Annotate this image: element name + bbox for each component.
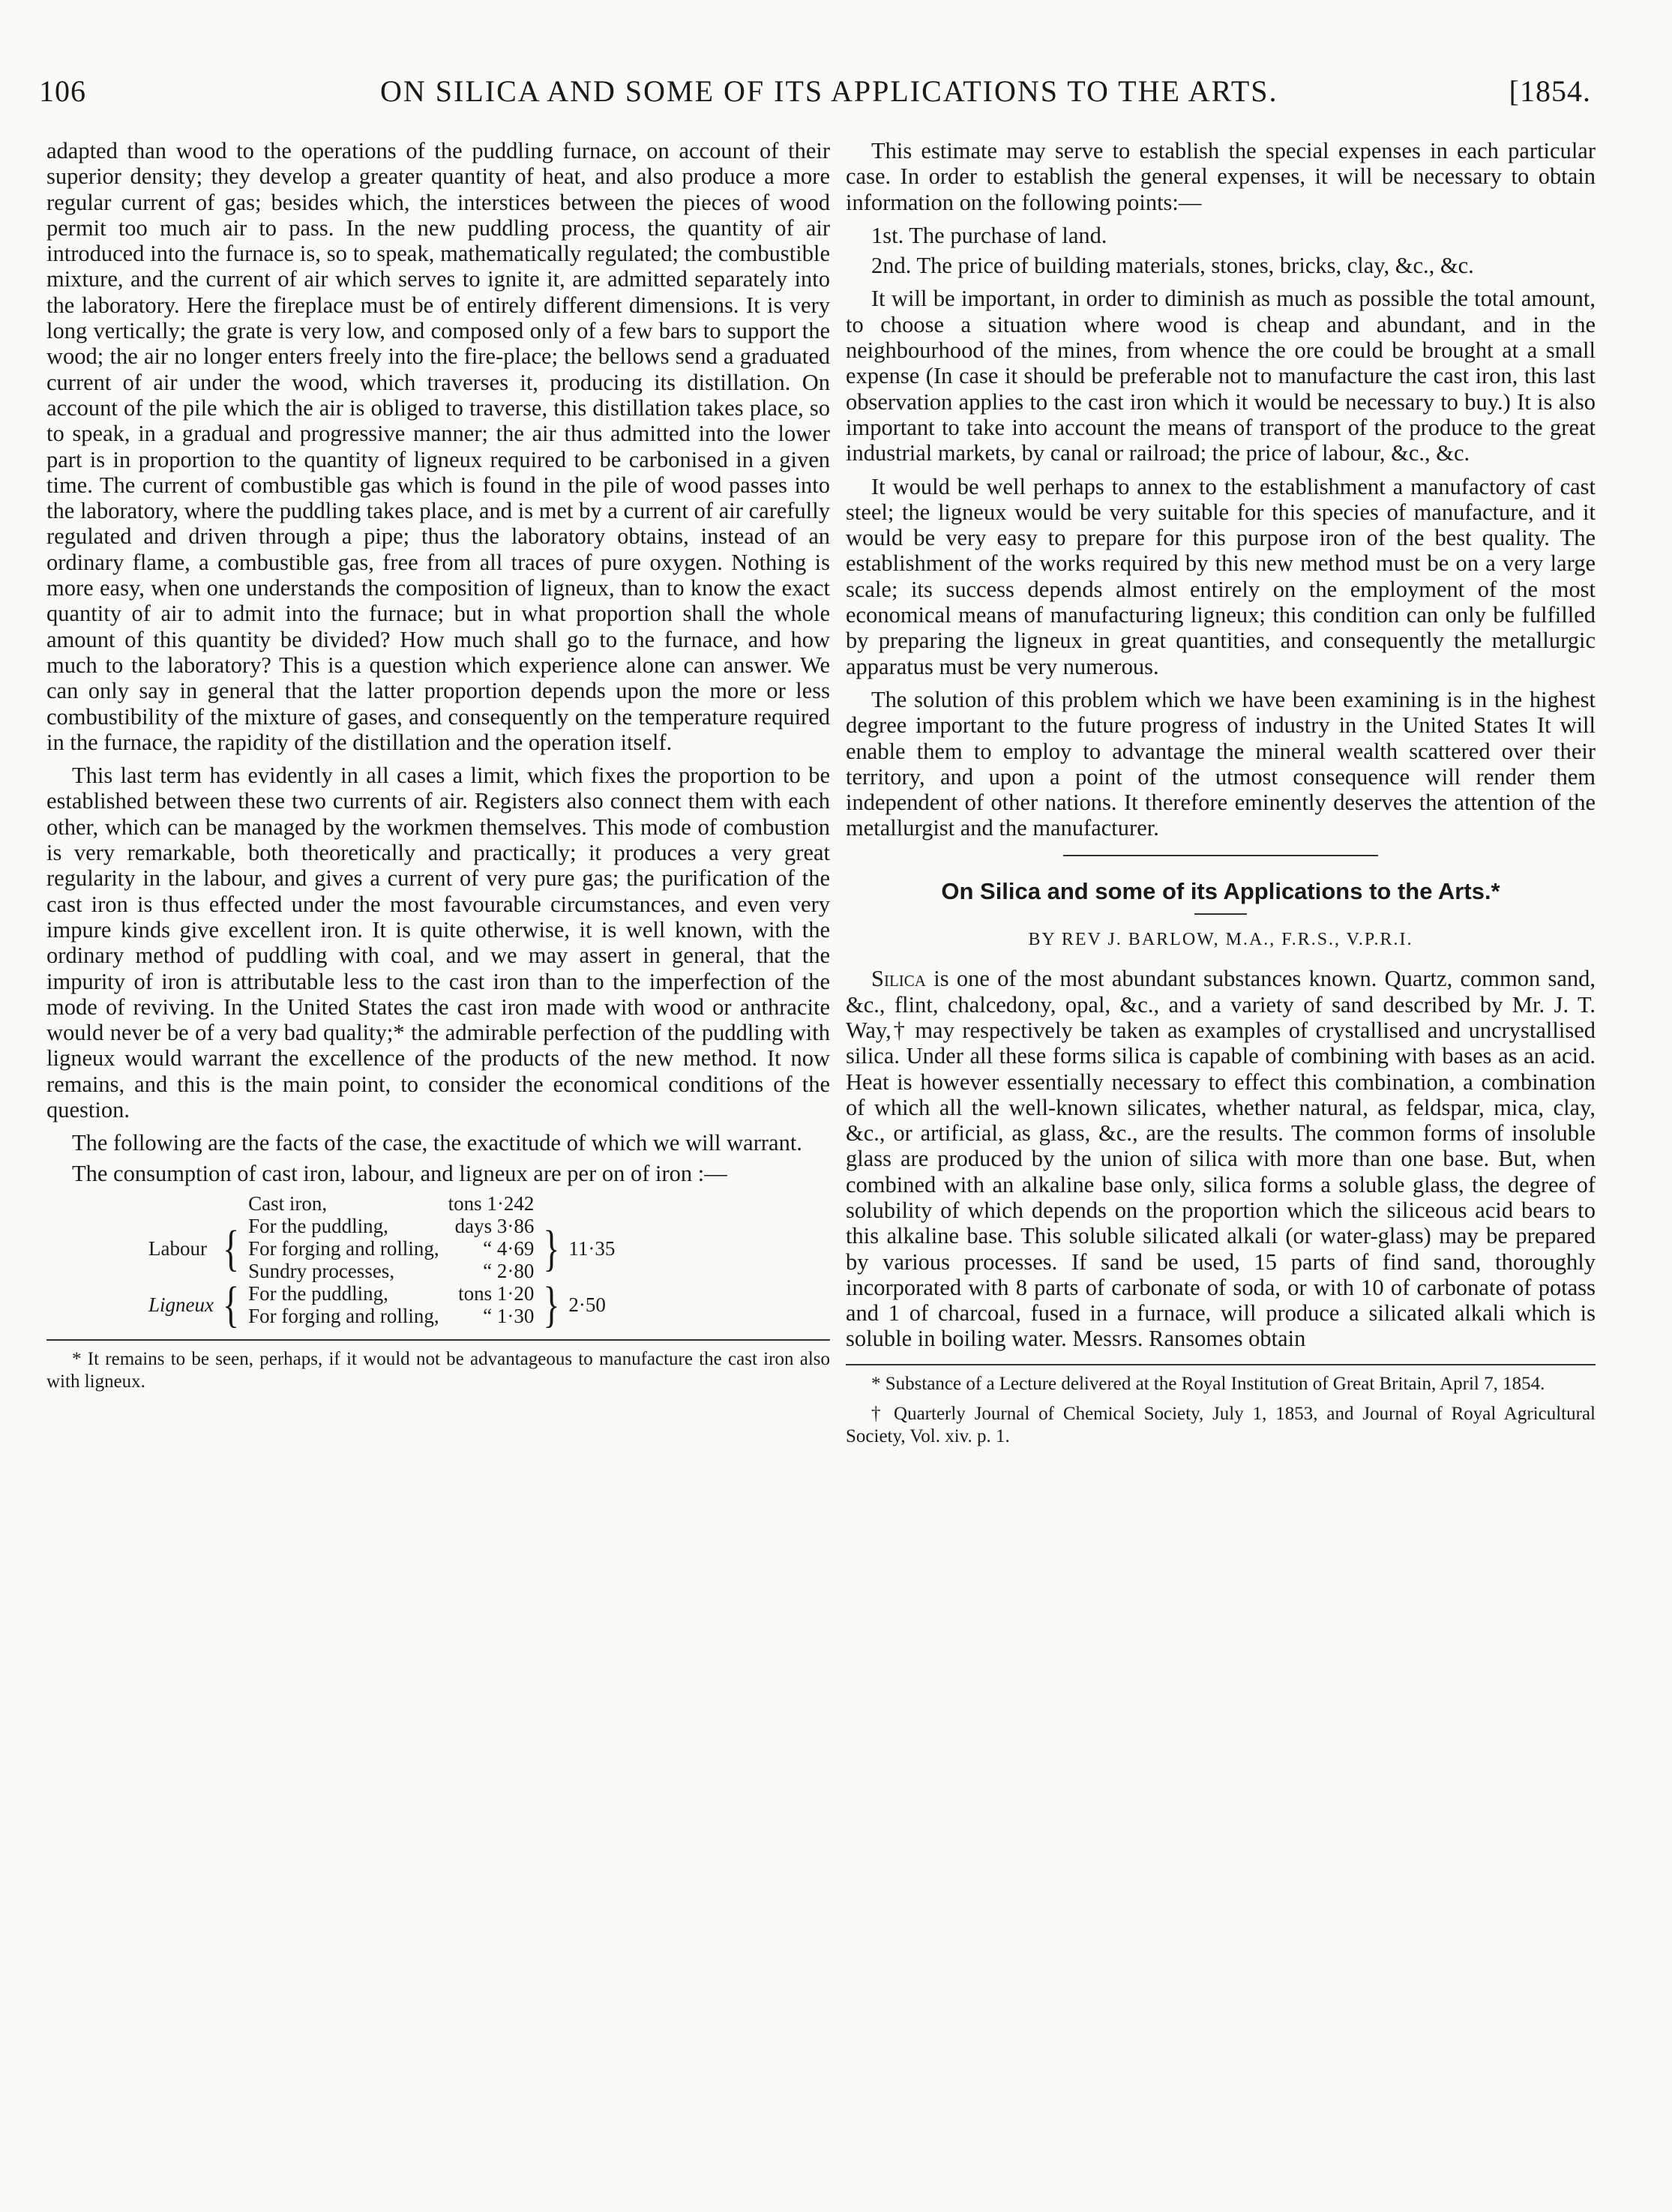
table-row-item: For the puddling, — [248, 1214, 388, 1237]
ligneux-total: 2·50 — [568, 1293, 606, 1316]
labour-label: Labour — [148, 1236, 207, 1260]
table-row-item: For forging and rolling, — [248, 1236, 439, 1260]
paragraph: The consumption of cast iron, labour, and ligneux are per on of iron :— — [72, 1160, 727, 1186]
left-column — [46, 138, 830, 1401]
paragraph: This last term has evidently in all cases a limit, which fixes the proportion to be established between these two currents of air. Registers also connect them with each other, which can be managed by the workmen themselves. This mode of combustion is very remarkable, both theoretically and practically; it produces a very great regularity in the labour, and gives a current of very pure gas; the purification of the cast iron is thus effected under the most favourable circumstances, and even very impure kinds give excellent iron. It is quite otherwise, it is well known, with the ordinary method of puddling with coal, and we may assert in general, that the impurity of iron is attributable less to the cast iron than to the imperfection of the mode of reviving. In the United States the cast iron made with wood or anthracite would never be of a very bad quality;* the admirable perfection of the puddling with ligneux would warrant the excellence of the products of the new method. It now remains, and this is the main point, to consider the economical conditions of the question. — [46, 763, 830, 1122]
cast-iron-label: Cast iron, — [248, 1191, 328, 1215]
left-brace: { — [223, 1220, 240, 1276]
table-row-item: For forging and rolling, — [248, 1304, 439, 1327]
footnote: * Substance of a Lecture delivered at the Royal Institution of Great Britain, April 7, 1854. — [871, 1373, 1545, 1394]
table-row-value: tons 1·20 — [458, 1281, 535, 1305]
ligneux-label: Ligneux — [148, 1293, 214, 1316]
paragraph-text: is one of the most abundant substances known. Quartz, common sand, &c., flint, chalcedony, opal, &c., and a variety of sand described by Mr. J. T. Way,† may respectively be taken as examples of crystallised and uncrystallised silica. Under all these forms silica is capable of combining with bases as an acid. Heat is however essentially necessary to effect this combination, a combination of which all the well-known silicates, whether natural, as feldspar, mica, clay, &c., or artificial, as glass, &c., are the results. The common forms of insoluble glass are produced by the union of silica with more than one base. But, when combined with an alkaline base only, silica forms a soluble glass, the degree of solubility of which depends on the proportion which the siliceous acid bears to this alkaline base. This soluble silicated alkali (or water-glass) may be prepared by various processes. If sand be used, 15 parts of find sand, thoroughly incorporated with 8 parts of carbonate of soda, or with 10 of carbonate of potass and 1 of charcoal, fused in a furnace, will produce a silicated alkali which is soluble in boiling water. Messrs. Ransomes obtain — [846, 966, 1596, 1352]
footnote: * It remains to be seen, perhaps, if it would not be advantageous to manufacture the cast iron also with ligneux. — [46, 1348, 830, 1392]
header-year: [1854. — [1509, 74, 1591, 108]
right-brace: } — [543, 1220, 560, 1276]
page-number: 106 — [39, 74, 86, 108]
paragraph: This estimate may serve to establish the special expenses in each particular case. In order to establish the general expenses, it will be necessary to obtain information on the following points:— — [846, 138, 1596, 215]
footnote-rule — [846, 1364, 1596, 1365]
table-row-value: “ 1·30 — [483, 1304, 535, 1327]
table-row-value: days 3·86 — [454, 1214, 535, 1237]
right-brace: } — [543, 1276, 560, 1332]
title-rule — [1194, 913, 1247, 915]
byline: BY REV J. BARLOW, M.A., F.R.S., V.P.R.I. — [1028, 930, 1413, 950]
right-column — [846, 138, 1596, 1455]
table-row-item: Sundry processes, — [248, 1259, 395, 1282]
running-header — [39, 73, 1591, 118]
paragraph — [846, 966, 1596, 1351]
left-brace: { — [223, 1276, 240, 1332]
paragraph: It would be well perhaps to annex to the establishment a manufactory of cast steel; the ligneux would be very suitable for this species of manufacture, and it would be very easy to prepare for this purpose iron of the best quality. The establishment of the works required by this new method must be on a very large scale; its success depends almost entirely on the employment of the most economical means of manufacturing ligneux; this condition can only be fulfilled by preparing the ligneux in great quantities, and consequently the metallurgic apparatus must be very numerous. — [846, 473, 1596, 679]
consumption-table — [144, 1191, 619, 1332]
labour-total: 11·35 — [568, 1236, 616, 1260]
drop-lead-word: Silica — [871, 966, 926, 992]
footnote-rule — [46, 1339, 830, 1341]
paragraph: adapted than wood to the operations of the puddling furnace, on account of their superior density; they develop a greater quantity of heat, and also produce a more regular current of gas; besides which, the interstices between the pieces of wood permit too much air to pass. In the new puddling process, the quantity of air introduced into the furnace is, so to speak, mathematically regulated; the combustible mixture, and the current of air which serves to ignite it, are admitted separately into the laboratory. Here the fireplace must be of entirely different dimensions. It is very long vertically; the grate is very low, and composed only of a few bars to support the wood; the air no longer enters freely into the fire-place; the bellows send a graduated current of air under the wood, which traverses it, producing its distillation. On account of the pile which the air is obliged to traverse, this distillation takes place, so to speak, in a gradual and progressive manner; the air thus admitted into the lower part is in proportion to the quantity of ligneux required to be carbonised in a given time. The current of combustible gas which is found in the pile of wood passes into the laboratory, where the puddling takes place, and is met by a current of air carefully regulated and driven through a pipe; thus the laboratory obtains, instead of an ordinary flame, a combustible gas, free from all traces of pure oxygen. Nothing is more easy, when one understands the composition of ligneux, than to know the exact quantity of air to admit into the furnace; but in what proportion shall the whole amount of this quantity be divided? How much shall go to the furnace, and how much to the laboratory? This is a question which experience alone can answer. We can only say in general that the latter proportion depends upon the more or less combustibility of the mixture of gases, and consequently on the temperature required in the furnace, the rapidity of the distillation and the operation itself. — [46, 138, 830, 755]
list-item: 2nd. The price of building materials, stones, bricks, clay, &c., &c. — [871, 253, 1474, 279]
table-row-value: “ 4·69 — [483, 1236, 535, 1260]
cast-iron-value: tons 1·242 — [448, 1191, 535, 1215]
table-row-item: For the puddling, — [248, 1281, 388, 1305]
paragraph: The solution of this problem which we have been examining is in the highest degree important to the future progress of industry in the United States It will enable them to employ to advantage the mineral wealth scattered over their territory, and upon a point of the utmost consequence will render them independent of other nations. It therefore eminently deserves the attention of the metallurgist and the manufacturer. — [846, 686, 1596, 841]
footnote: † Quarterly Journal of Chemical Society, July 1, 1853, and Journal of Royal Agricultural Society, Vol. xiv. p. 1. — [846, 1403, 1596, 1446]
article-title: On Silica and some of its Applications to the Arts.* — [941, 877, 1500, 904]
paragraph: It will be important, in order to diminish as much as possible the total amount, to choose a situation where wood is cheap and abundant, and in the neighbourhood of the mines, from whence the ore could be brought at a small expense (In case it should be preferable not to manufacture the cast iron, this last observation applies to the cast iron which it would be necessary to buy.) It is also important to take into account the means of transport of the produce to the great industrial markets, by canal or railroad; the price of labour, &c., &c. — [846, 286, 1596, 466]
paragraph: The following are the facts of the case, the exactitude of which we will warrant. — [72, 1130, 802, 1156]
list-item: 1st. The purchase of land. — [871, 222, 1107, 248]
section-separator — [1063, 855, 1378, 856]
running-title: ON SILICA AND SOME OF ITS APPLICATIONS TO THE ARTS. — [380, 74, 1278, 108]
table-row-value: “ 2·80 — [483, 1259, 535, 1282]
